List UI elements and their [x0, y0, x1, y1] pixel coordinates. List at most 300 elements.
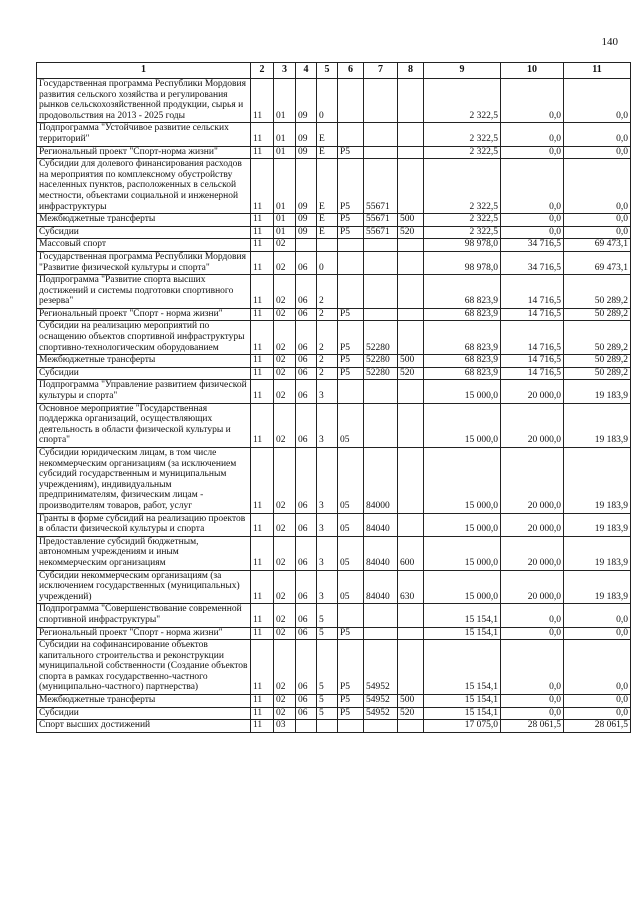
amount-col-11: 19 183,9 — [564, 513, 631, 536]
amount-col-9: 15 000,0 — [424, 536, 501, 570]
code-subsection: 01 — [274, 214, 296, 227]
row-name: Субсидии — [37, 226, 251, 239]
code-direction: 55671 — [364, 214, 398, 227]
code-subprogram: 5 — [317, 695, 338, 708]
amount-col-9: 15 000,0 — [424, 570, 501, 604]
code-direction: 84040 — [364, 570, 398, 604]
table-row — [37, 604, 631, 627]
code-expense-type: 520 — [398, 707, 424, 720]
code-project — [338, 79, 364, 123]
code-direction: 84000 — [364, 448, 398, 514]
code-project: Р5 — [338, 321, 364, 355]
code-subsection: 02 — [274, 627, 296, 640]
amount-col-10: 0,0 — [501, 79, 564, 123]
code-direction — [364, 251, 398, 274]
code-subprogram: Е — [317, 226, 338, 239]
code-direction — [364, 627, 398, 640]
code-project: Р5 — [338, 695, 364, 708]
code-program: 06 — [296, 367, 317, 380]
code-section: 11 — [251, 321, 274, 355]
code-subprogram: 5 — [317, 640, 338, 695]
amount-col-11: 19 183,9 — [564, 403, 631, 447]
code-program: 06 — [296, 275, 317, 309]
code-expense-type — [398, 627, 424, 640]
code-expense-type: 500 — [398, 214, 424, 227]
code-subprogram: Е — [317, 159, 338, 214]
amount-col-10: 14 716,5 — [501, 367, 564, 380]
code-program: 06 — [296, 640, 317, 695]
code-subsection: 02 — [274, 308, 296, 321]
amount-col-11: 50 289,2 — [564, 275, 631, 309]
code-program: 06 — [296, 380, 317, 403]
amount-col-11: 0,0 — [564, 640, 631, 695]
code-project — [338, 380, 364, 403]
column-header: 5 — [317, 63, 338, 79]
amount-col-11: 50 289,2 — [564, 321, 631, 355]
code-expense-type — [398, 380, 424, 403]
amount-col-9: 68 823,9 — [424, 367, 501, 380]
amount-col-11: 0,0 — [564, 604, 631, 627]
code-expense-type — [398, 513, 424, 536]
row-name: Субсидии на софинансирование объектов капитального строительства и реконструкции муниципальной собственности (Создание объектов спорта в рамках государственно-частного (муниципально-частного) партнерства) — [37, 640, 251, 695]
code-project: Р5 — [338, 627, 364, 640]
table-row — [37, 570, 631, 604]
amount-col-11: 0,0 — [564, 146, 631, 159]
amount-col-9: 98 978,0 — [424, 251, 501, 274]
code-subsection: 02 — [274, 355, 296, 368]
table-row — [37, 275, 631, 309]
code-expense-type: 630 — [398, 570, 424, 604]
amount-col-10: 0,0 — [501, 640, 564, 695]
amount-col-9: 68 823,9 — [424, 321, 501, 355]
amount-col-11: 19 183,9 — [564, 448, 631, 514]
amount-col-10: 34 716,5 — [501, 239, 564, 252]
code-program: 09 — [296, 159, 317, 214]
code-subprogram: 2 — [317, 321, 338, 355]
code-project: Р5 — [338, 355, 364, 368]
code-subsection: 02 — [274, 448, 296, 514]
code-project: Р5 — [338, 146, 364, 159]
code-direction: 55671 — [364, 159, 398, 214]
table-row — [37, 403, 631, 447]
code-section: 11 — [251, 380, 274, 403]
table-row — [37, 355, 631, 368]
code-subprogram: 5 — [317, 604, 338, 627]
table-row — [37, 707, 631, 720]
row-name: Субсидии юридическим лицам, в том числе некоммерческим организациям (за исключением субсидий государственным и муниципальным учреждениям), индивидуальным предпринимателям, физическим лицам - производителям товаров, работ, услуг — [37, 448, 251, 514]
code-program: 06 — [296, 570, 317, 604]
code-subsection: 02 — [274, 640, 296, 695]
row-name: Субсидии для долевого финансирования расходов на мероприятия по комплексному обустройству населенных пунктов, расположенных в сельской местности, объектами социальной и инженерной инфраструктуры — [37, 159, 251, 214]
amount-col-9: 68 823,9 — [424, 308, 501, 321]
row-name: Массовый спорт — [37, 239, 251, 252]
amount-col-9: 15 000,0 — [424, 513, 501, 536]
amount-col-11: 19 183,9 — [564, 570, 631, 604]
row-name: Государственная программа Республики Мордовия "Развитие физической культуры и спорта" — [37, 251, 251, 274]
amount-col-10: 20 000,0 — [501, 536, 564, 570]
budget-table — [36, 62, 631, 733]
row-name: Субсидии некоммерческим организациям (за исключением государственных (муниципальных) учреждений) — [37, 570, 251, 604]
code-expense-type — [398, 239, 424, 252]
table-row — [37, 239, 631, 252]
table-row — [37, 321, 631, 355]
code-section: 11 — [251, 159, 274, 214]
code-project — [338, 720, 364, 733]
amount-col-10: 14 716,5 — [501, 308, 564, 321]
code-expense-type: 600 — [398, 536, 424, 570]
code-program: 09 — [296, 123, 317, 146]
amount-col-9: 68 823,9 — [424, 355, 501, 368]
code-expense-type — [398, 448, 424, 514]
code-direction: 54952 — [364, 695, 398, 708]
amount-col-9: 2 322,5 — [424, 79, 501, 123]
code-subprogram: 0 — [317, 79, 338, 123]
amount-col-9: 2 322,5 — [424, 146, 501, 159]
page-number: 140 — [601, 36, 618, 48]
code-direction — [364, 275, 398, 309]
row-name: Межбюджетные трансферты — [37, 695, 251, 708]
code-program: 06 — [296, 321, 317, 355]
code-subsection: 02 — [274, 570, 296, 604]
amount-col-11: 50 289,2 — [564, 308, 631, 321]
code-section: 11 — [251, 707, 274, 720]
code-subprogram: 3 — [317, 403, 338, 447]
amount-col-11: 19 183,9 — [564, 380, 631, 403]
amount-col-10: 0,0 — [501, 214, 564, 227]
table-row — [37, 695, 631, 708]
amount-col-11: 0,0 — [564, 159, 631, 214]
code-subsection: 01 — [274, 146, 296, 159]
code-direction — [364, 308, 398, 321]
table-row — [37, 448, 631, 514]
amount-col-9: 15 154,1 — [424, 604, 501, 627]
code-section: 11 — [251, 627, 274, 640]
code-section: 11 — [251, 146, 274, 159]
amount-col-9: 15 000,0 — [424, 403, 501, 447]
code-program: 06 — [296, 308, 317, 321]
column-header: 7 — [364, 63, 398, 79]
code-direction: 52280 — [364, 355, 398, 368]
row-name: Региональный проект "Спорт-норма жизни" — [37, 146, 251, 159]
code-subprogram — [317, 239, 338, 252]
code-program: 06 — [296, 627, 317, 640]
code-subsection: 01 — [274, 159, 296, 214]
code-subsection: 02 — [274, 707, 296, 720]
code-project: 05 — [338, 536, 364, 570]
code-expense-type: 500 — [398, 355, 424, 368]
code-section: 11 — [251, 604, 274, 627]
code-section: 11 — [251, 251, 274, 274]
code-program: 09 — [296, 214, 317, 227]
amount-col-10: 0,0 — [501, 123, 564, 146]
code-subprogram: 3 — [317, 448, 338, 514]
table-row — [37, 640, 631, 695]
code-expense-type — [398, 403, 424, 447]
amount-col-10: 20 000,0 — [501, 570, 564, 604]
amount-col-10: 0,0 — [501, 695, 564, 708]
row-name: Спорт высших достижений — [37, 720, 251, 733]
amount-col-9: 15 154,1 — [424, 627, 501, 640]
column-header: 2 — [251, 63, 274, 79]
table-row — [37, 720, 631, 733]
code-direction — [364, 403, 398, 447]
code-subsection: 02 — [274, 321, 296, 355]
code-subsection: 02 — [274, 536, 296, 570]
code-program: 06 — [296, 355, 317, 368]
code-subprogram: 3 — [317, 536, 338, 570]
amount-col-11: 28 061,5 — [564, 720, 631, 733]
amount-col-11: 0,0 — [564, 79, 631, 123]
code-section: 11 — [251, 513, 274, 536]
code-section: 11 — [251, 720, 274, 733]
code-program — [296, 239, 317, 252]
code-project: 05 — [338, 513, 364, 536]
table-row — [37, 380, 631, 403]
code-direction — [364, 79, 398, 123]
column-header: 9 — [424, 63, 501, 79]
code-direction — [364, 146, 398, 159]
row-name: Предоставление субсидий бюджетным, автономным учреждениям и иным некоммерческим организациям — [37, 536, 251, 570]
code-subprogram: 2 — [317, 308, 338, 321]
code-expense-type: 520 — [398, 226, 424, 239]
code-subprogram: 3 — [317, 380, 338, 403]
amount-col-9: 98 978,0 — [424, 239, 501, 252]
code-project: 05 — [338, 570, 364, 604]
code-subsection: 02 — [274, 275, 296, 309]
column-header: 8 — [398, 63, 424, 79]
amount-col-9: 2 322,5 — [424, 123, 501, 146]
row-name: Подпрограмма "Управление развитием физической культуры и спорта" — [37, 380, 251, 403]
code-project: Р5 — [338, 367, 364, 380]
table-row — [37, 79, 631, 123]
code-section: 11 — [251, 308, 274, 321]
code-expense-type — [398, 79, 424, 123]
amount-col-9: 2 322,5 — [424, 159, 501, 214]
code-project: Р5 — [338, 226, 364, 239]
column-header: 6 — [338, 63, 364, 79]
code-direction: 54952 — [364, 640, 398, 695]
amount-col-9: 15 154,1 — [424, 640, 501, 695]
amount-col-9: 2 322,5 — [424, 214, 501, 227]
code-subsection: 02 — [274, 239, 296, 252]
code-project: Р5 — [338, 159, 364, 214]
code-expense-type — [398, 321, 424, 355]
amount-col-11: 50 289,2 — [564, 355, 631, 368]
amount-col-9: 17 075,0 — [424, 720, 501, 733]
code-subprogram: 3 — [317, 570, 338, 604]
table-row — [37, 146, 631, 159]
header-row — [37, 63, 631, 79]
code-direction: 52280 — [364, 321, 398, 355]
code-direction — [364, 604, 398, 627]
code-project: 05 — [338, 448, 364, 514]
code-subsection: 02 — [274, 251, 296, 274]
amount-col-10: 20 000,0 — [501, 513, 564, 536]
code-subsection: 02 — [274, 367, 296, 380]
code-subprogram: 2 — [317, 355, 338, 368]
code-direction — [364, 720, 398, 733]
amount-col-11: 69 473,1 — [564, 239, 631, 252]
row-name: Субсидии на реализацию мероприятий по оснащению объектов спортивной инфраструктуры спортивно-технологическим оборудованием — [37, 321, 251, 355]
code-section: 11 — [251, 367, 274, 380]
table-row — [37, 123, 631, 146]
code-direction — [364, 123, 398, 146]
code-subsection: 03 — [274, 720, 296, 733]
row-name: Межбюджетные трансферты — [37, 214, 251, 227]
amount-col-9: 15 154,1 — [424, 707, 501, 720]
column-header: 10 — [501, 63, 564, 79]
row-name: Гранты в форме субсидий на реализацию проектов в области физической культуры и спорта — [37, 513, 251, 536]
amount-col-11: 0,0 — [564, 627, 631, 640]
code-project — [338, 123, 364, 146]
code-expense-type — [398, 123, 424, 146]
code-subsection: 01 — [274, 123, 296, 146]
code-section: 11 — [251, 570, 274, 604]
code-section: 11 — [251, 640, 274, 695]
amount-col-9: 2 322,5 — [424, 226, 501, 239]
amount-col-10: 14 716,5 — [501, 321, 564, 355]
column-header: 4 — [296, 63, 317, 79]
amount-col-10: 20 000,0 — [501, 403, 564, 447]
code-direction: 55671 — [364, 226, 398, 239]
code-program: 06 — [296, 448, 317, 514]
row-name: Субсидии — [37, 707, 251, 720]
amount-col-9: 15 000,0 — [424, 448, 501, 514]
amount-col-10: 20 000,0 — [501, 448, 564, 514]
code-direction: 52280 — [364, 367, 398, 380]
code-expense-type — [398, 604, 424, 627]
amount-col-10: 14 716,5 — [501, 355, 564, 368]
code-subprogram: 5 — [317, 627, 338, 640]
table-row — [37, 226, 631, 239]
row-name: Региональный проект "Спорт - норма жизни" — [37, 627, 251, 640]
amount-col-11: 0,0 — [564, 226, 631, 239]
code-section: 11 — [251, 695, 274, 708]
amount-col-10: 0,0 — [501, 226, 564, 239]
code-subprogram: Е — [317, 123, 338, 146]
code-section: 11 — [251, 355, 274, 368]
amount-col-11: 50 289,2 — [564, 367, 631, 380]
code-direction — [364, 380, 398, 403]
code-direction: 84040 — [364, 513, 398, 536]
amount-col-10: 34 716,5 — [501, 251, 564, 274]
code-subprogram: Е — [317, 214, 338, 227]
code-section: 11 — [251, 79, 274, 123]
code-section: 11 — [251, 275, 274, 309]
code-program: 06 — [296, 251, 317, 274]
code-program — [296, 720, 317, 733]
amount-col-11: 0,0 — [564, 123, 631, 146]
code-project: Р5 — [338, 214, 364, 227]
code-subsection: 02 — [274, 380, 296, 403]
code-expense-type — [398, 159, 424, 214]
code-section: 11 — [251, 123, 274, 146]
code-subprogram — [317, 720, 338, 733]
row-name: Межбюджетные трансферты — [37, 355, 251, 368]
row-name: Подпрограмма "Развитие спорта высших достижений и системы подготовки спортивного резерва" — [37, 275, 251, 309]
code-program: 06 — [296, 695, 317, 708]
code-direction: 84040 — [364, 536, 398, 570]
amount-col-10: 0,0 — [501, 604, 564, 627]
row-name: Государственная программа Республики Мордовия развития сельского хозяйства и регулирования рынков сельскохозяйственной продукции, сырья и продовольствия на 2013 - 2025 годы — [37, 79, 251, 123]
code-direction — [364, 239, 398, 252]
code-subsection: 01 — [274, 79, 296, 123]
code-program: 06 — [296, 403, 317, 447]
amount-col-9: 15 154,1 — [424, 695, 501, 708]
code-program: 06 — [296, 536, 317, 570]
code-section: 11 — [251, 448, 274, 514]
code-section: 11 — [251, 226, 274, 239]
code-program: 09 — [296, 146, 317, 159]
code-subsection: 02 — [274, 695, 296, 708]
table-row — [37, 159, 631, 214]
amount-col-11: 0,0 — [564, 707, 631, 720]
code-project — [338, 604, 364, 627]
amount-col-10: 0,0 — [501, 627, 564, 640]
code-project: Р5 — [338, 707, 364, 720]
code-subprogram: 2 — [317, 367, 338, 380]
amount-col-10: 0,0 — [501, 707, 564, 720]
code-project — [338, 239, 364, 252]
code-subprogram: 0 — [317, 251, 338, 274]
code-subprogram: Е — [317, 146, 338, 159]
code-subsection: 02 — [274, 513, 296, 536]
code-expense-type: 520 — [398, 367, 424, 380]
amount-col-11: 0,0 — [564, 214, 631, 227]
table-row — [37, 367, 631, 380]
code-expense-type: 500 — [398, 695, 424, 708]
code-subsection: 02 — [274, 403, 296, 447]
code-project: 05 — [338, 403, 364, 447]
table-row — [37, 214, 631, 227]
code-section: 11 — [251, 536, 274, 570]
row-name: Основное мероприятие "Государственная поддержка организаций, осуществляющих деятельность в области физической культуры и спорта" — [37, 403, 251, 447]
table-row — [37, 308, 631, 321]
amount-col-10: 0,0 — [501, 159, 564, 214]
row-name: Региональный проект "Спорт - норма жизни" — [37, 308, 251, 321]
amount-col-9: 68 823,9 — [424, 275, 501, 309]
code-direction: 54952 — [364, 707, 398, 720]
code-program: 09 — [296, 79, 317, 123]
amount-col-9: 15 000,0 — [424, 380, 501, 403]
code-expense-type — [398, 640, 424, 695]
column-header: 11 — [564, 63, 631, 79]
code-section: 11 — [251, 214, 274, 227]
code-expense-type — [398, 308, 424, 321]
code-subsection: 02 — [274, 604, 296, 627]
amount-col-10: 20 000,0 — [501, 380, 564, 403]
code-program: 06 — [296, 513, 317, 536]
code-project: Р5 — [338, 640, 364, 695]
row-name: Подпрограмма "Устойчивое развитие сельских территорий" — [37, 123, 251, 146]
amount-col-10: 0,0 — [501, 146, 564, 159]
table-row — [37, 536, 631, 570]
code-section: 11 — [251, 403, 274, 447]
code-project — [338, 275, 364, 309]
code-project — [338, 251, 364, 274]
table-row — [37, 513, 631, 536]
code-expense-type — [398, 275, 424, 309]
code-project: Р5 — [338, 308, 364, 321]
row-name: Подпрограмма "Совершенствование современной спортивной инфраструктуры" — [37, 604, 251, 627]
amount-col-11: 19 183,9 — [564, 536, 631, 570]
table-body — [37, 79, 631, 733]
code-program: 06 — [296, 707, 317, 720]
table-row — [37, 627, 631, 640]
amount-col-10: 14 716,5 — [501, 275, 564, 309]
code-section: 11 — [251, 239, 274, 252]
table-row — [37, 251, 631, 274]
